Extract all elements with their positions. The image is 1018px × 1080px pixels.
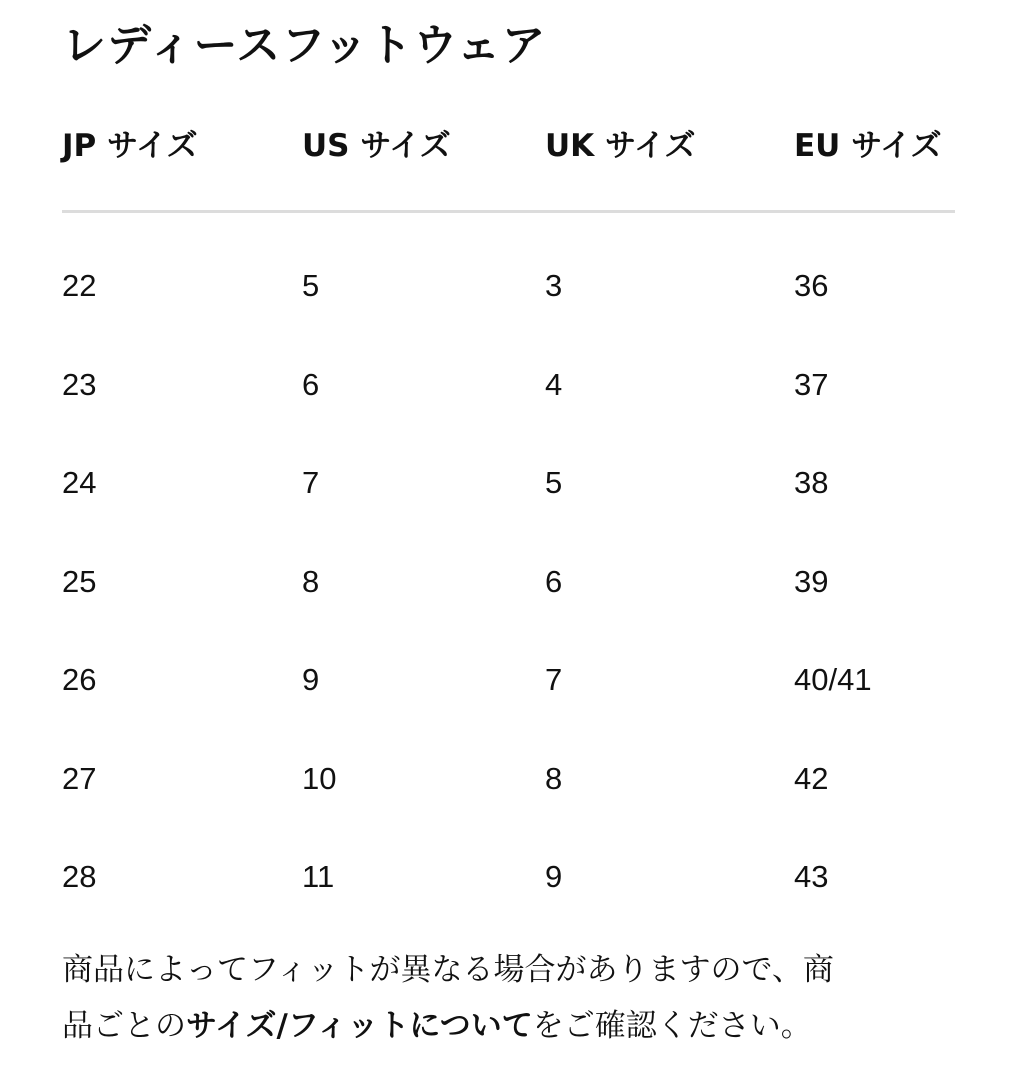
uk-size-cell: 5 bbox=[545, 465, 563, 500]
eu-size-cell: 38 bbox=[794, 465, 829, 500]
table-row bbox=[62, 749, 955, 848]
eu-size-cell: 37 bbox=[794, 366, 829, 402]
table-body bbox=[62, 256, 955, 946]
table-row bbox=[62, 355, 955, 454]
uk-size-cell: 7 bbox=[545, 662, 563, 697]
eu-size-cell: 42 bbox=[794, 760, 829, 796]
header-divider bbox=[62, 210, 955, 213]
fit-note bbox=[62, 942, 955, 1054]
jp-size-cell: 24 bbox=[62, 465, 97, 500]
us-size-cell: 7 bbox=[302, 465, 320, 500]
us-size-cell: 8 bbox=[302, 563, 320, 599]
uk-size-cell: 9 bbox=[545, 859, 563, 894]
fit-note-prefix: 品ごとの bbox=[62, 1008, 186, 1044]
jp-size-cell: 25 bbox=[62, 563, 97, 599]
eu-size-cell: 43 bbox=[794, 859, 829, 894]
table-row bbox=[62, 256, 955, 355]
header-uk-size: UK サイズ bbox=[545, 128, 696, 164]
size-table bbox=[62, 118, 955, 894]
jp-size-cell: 22 bbox=[62, 268, 97, 303]
size-fit-link[interactable]: サイズ/フィットについて bbox=[186, 1008, 533, 1044]
jp-size-cell: 26 bbox=[62, 662, 97, 697]
table-row bbox=[62, 453, 955, 552]
header-jp-size: JP サイズ bbox=[62, 128, 198, 164]
table-header-row bbox=[62, 118, 955, 174]
page-title: レディースフットウェア bbox=[62, 20, 547, 71]
us-size-cell: 10 bbox=[302, 760, 337, 796]
header-us-size: US サイズ bbox=[302, 128, 451, 164]
eu-size-cell: 39 bbox=[794, 563, 829, 599]
header-eu-size: EU サイズ bbox=[794, 128, 942, 164]
uk-size-cell: 8 bbox=[545, 760, 563, 796]
jp-size-cell: 27 bbox=[62, 760, 97, 796]
table-row bbox=[62, 650, 955, 749]
us-size-cell: 11 bbox=[302, 859, 335, 894]
uk-size-cell: 4 bbox=[545, 366, 563, 402]
jp-size-cell: 28 bbox=[62, 859, 97, 894]
us-size-cell: 5 bbox=[302, 268, 320, 303]
uk-size-cell: 6 bbox=[545, 563, 563, 599]
table-row bbox=[62, 847, 955, 946]
eu-size-cell: 36 bbox=[794, 268, 829, 303]
fit-note-line1: 商品によってフィットが異なる場合がありますので、商 bbox=[62, 952, 834, 988]
jp-size-cell: 23 bbox=[62, 366, 97, 402]
eu-size-cell: 40/41 bbox=[794, 662, 872, 697]
uk-size-cell: 3 bbox=[545, 268, 563, 303]
table-row bbox=[62, 552, 955, 651]
fit-note-suffix: をご確認ください。 bbox=[532, 1008, 812, 1044]
us-size-cell: 9 bbox=[302, 662, 320, 697]
us-size-cell: 6 bbox=[302, 366, 320, 402]
